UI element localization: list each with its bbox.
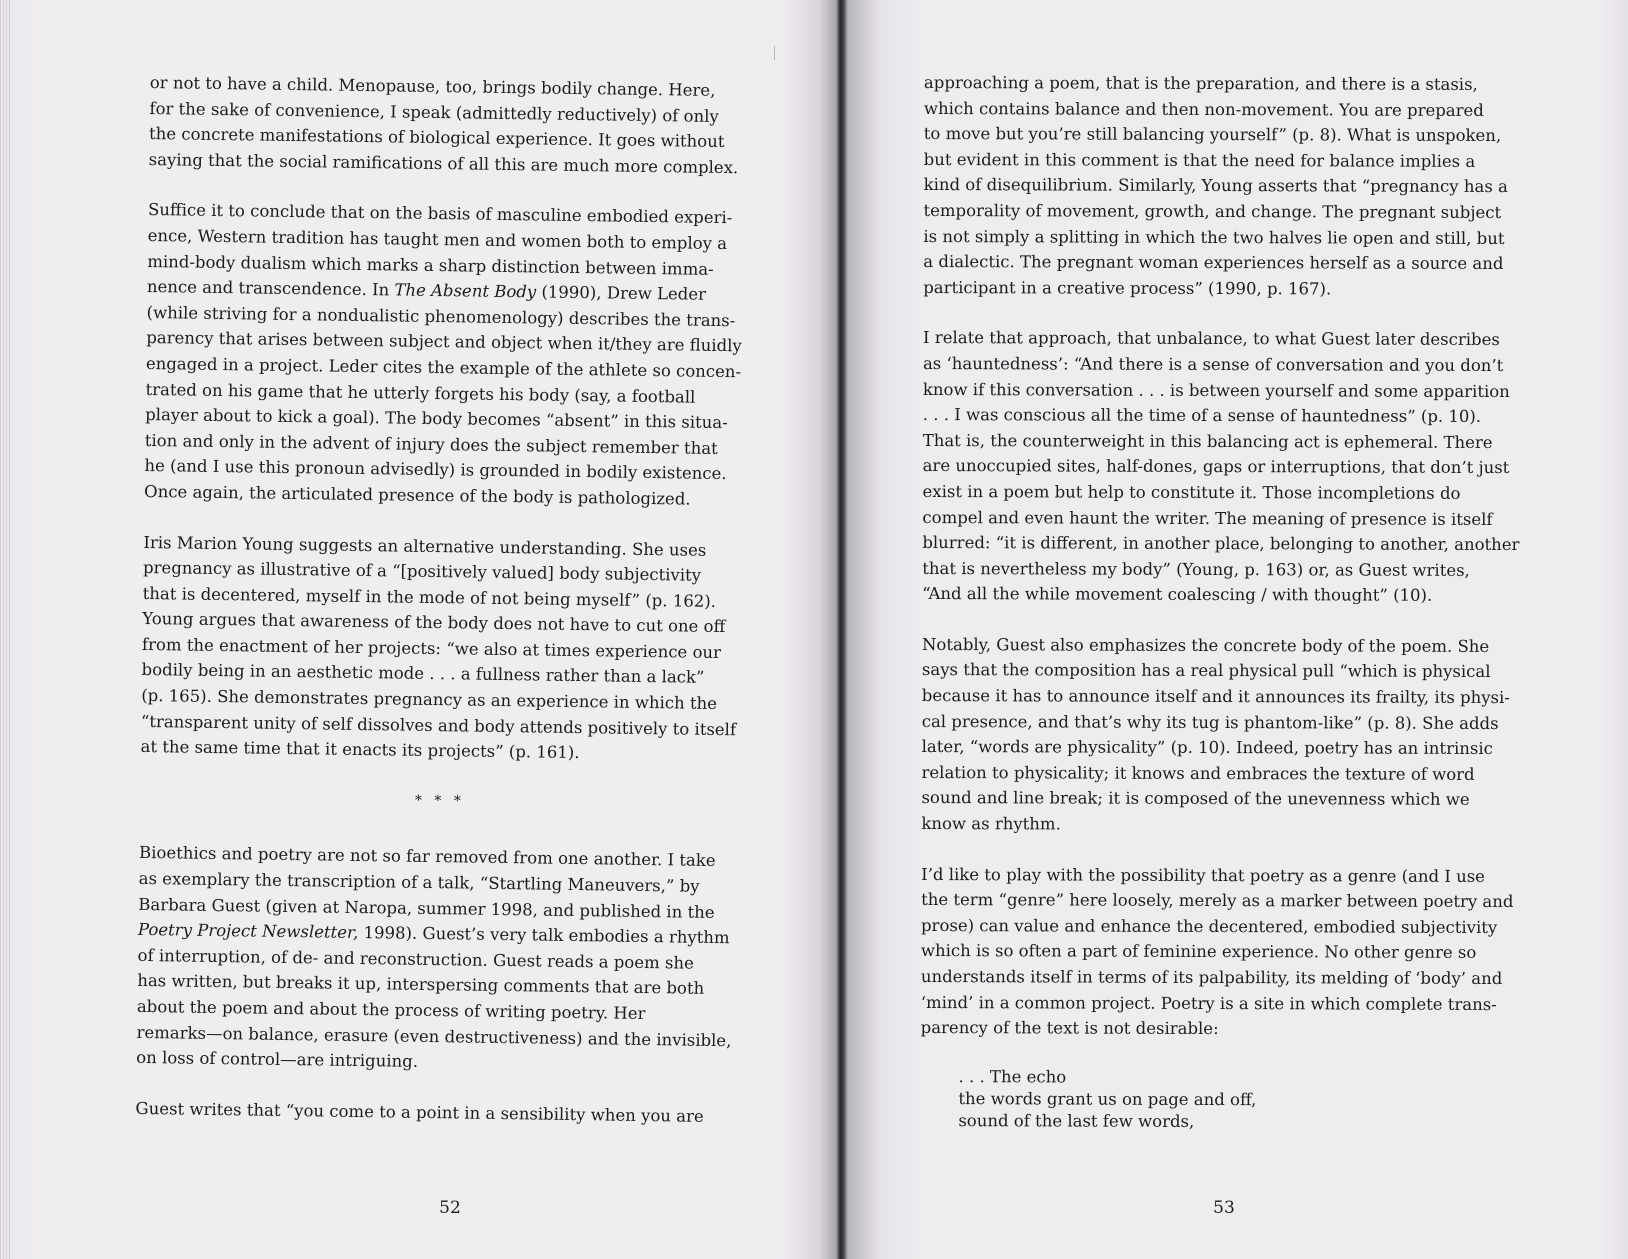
text-line: blurred: “it is different, in another place, belonging to another, another (922, 533, 1520, 555)
text-line: that is decentered, myself in the mode of not being myself” (p. 162). (142, 583, 717, 611)
text-line: know if this conversation . . . is between yourself and some apparition (922, 379, 1510, 401)
text-line: Iris Marion Young suggests an alternative understanding. She uses (143, 532, 707, 560)
page-edges (0, 0, 10, 1259)
text-line: kind of disequilibrium. Similarly, Young asserts that “pregnancy has a (923, 175, 1508, 197)
text-line: Once again, the articulated presence of the body is pathologized. (143, 481, 691, 509)
text-line: a dialectic. The pregnant woman experiences herself as a source and (923, 252, 1504, 274)
verse-line: . . . The echo (958, 1066, 1067, 1087)
text-line: temporality of movement, growth, and change. The pregnant subject (923, 200, 1502, 222)
text-line: to move but you’re still balancing yourself” (p. 8). What is unspoken, (923, 124, 1502, 146)
text-line: ‘mind’ in a common project. Poetry is a site in which complete trans- (920, 992, 1497, 1014)
text-line: participant in a creative process” (1990, p. 167). (923, 277, 1332, 299)
text-line: parency of the text is not desirable: (920, 1018, 1219, 1039)
verse-line: the words grant us on page and off, (958, 1088, 1257, 1109)
text-line: for the sake of convenience, I speak (admittedly reductively) of only (149, 98, 719, 126)
text-line: Guest writes that “you come to a point in a sensibility when you are (135, 1098, 704, 1126)
text-line: but evident in this comment is that the need for balance implies a (923, 149, 1476, 171)
text-line: saying that the social ramifications of all this are much more complex. (148, 149, 739, 178)
text-line: sound and line break; it is composed of the unevenness which we (921, 788, 1470, 810)
text-line: pregnancy as illustrative of a “[positively valued] body subjectivity (142, 558, 702, 585)
paragraph (921, 632, 1522, 839)
text-line: bodily being in an aesthetic mode . . . a fullness rather than a lack” (141, 660, 705, 688)
paragraph (136, 840, 739, 1079)
text-line: about the poem and about the process of writing poetry. Her (136, 996, 646, 1024)
text-line: approaching a poem, that is the preparation, and there is a stasis, (923, 72, 1478, 94)
text-line: parency that arises between subject and object when it/they are fluidly (146, 328, 742, 356)
text-line: the term “genre” here loosely, merely as a marker between poetry and (921, 890, 1514, 912)
text-line: that is nevertheless my body” (Young, p. 163) or, as Guest writes, (922, 558, 1470, 580)
right-page (920, 0, 1524, 1259)
text-line: “And all the while movement coalescing / with thought” (10). (922, 584, 1433, 606)
text-line: Barbara Guest (given at Naropa, summer 1998, and published in the (138, 894, 715, 922)
text-line: Suffice it to conclude that on the basis of masculine embodied experi- (147, 200, 733, 228)
text-line: Bioethics and poetry are not so far removed from one another. I take (138, 843, 716, 871)
left-page (135, 0, 750, 1259)
text-line: because it has to announce itself and it announces its frailty, its physi- (921, 686, 1510, 708)
text-run: nence and transcendence. In (146, 277, 395, 300)
page-number: 52 (439, 1198, 461, 1218)
text-line: Notably, Guest also emphasizes the concrete body of the poem. She (921, 634, 1490, 656)
text-line: says that the composition has a real physical pull “which is physical (921, 660, 1491, 682)
text-line: compel and even haunt the writer. The meaning of presence is itself (922, 507, 1493, 529)
paragraph (135, 1096, 735, 1130)
text-line: know as rhythm. (921, 814, 1061, 834)
text-line: at the same time that it enacts its projects” (p. 161). (140, 737, 580, 763)
text-line: relation to physicality; it knows and embraces the texture of word (921, 762, 1475, 784)
text-line: prose) can value and enhance the decentered, embodied subjectivity (920, 915, 1498, 937)
text-run: 1998). Guest’s very talk embodies a rhythm (358, 923, 730, 948)
paragraph (144, 197, 748, 512)
text-line: of interruption, of de- and reconstruction. Guest reads a poem she (137, 945, 694, 973)
text-line: as exemplary the transcription of a talk, “Startling Maneuvers,” by (138, 868, 700, 896)
section-separator: * * * (414, 792, 465, 810)
text-line: the concrete manifestations of biological experience. It goes without (148, 124, 725, 152)
right-page-text (920, 70, 1524, 1134)
text-line: ence, Western tradition has taught men and women both to employ a (147, 225, 728, 254)
text-line: from the enactment of her projects: “we also at times experience our (141, 634, 722, 662)
gutter-mark (774, 46, 775, 60)
text-line: which is so often a part of feminine experience. No other genre so (920, 941, 1477, 963)
text-line: later, “words are physicality” (p. 10). Indeed, poetry has an intrinsic (921, 737, 1493, 759)
paragraph (923, 70, 1524, 302)
text-line: mind-body dualism which marks a sharp distinction between imma- (147, 251, 714, 279)
text-line: as ‘hauntedness’: “And there is a sense of conversation and you don’t (922, 353, 1504, 375)
text-line: engaged in a project. Leder cites the example of the athlete so concen- (145, 353, 742, 382)
text-line: I’d like to play with the possibility that poetry as a genre (and I use (921, 864, 1486, 886)
verse-line: sound of the last few words, (958, 1110, 1195, 1131)
text-line: trated on his game that he utterly forgets his body (say, a football (145, 379, 696, 407)
text-line: are unoccupied sites, half-dones, gaps or interruptions, that don’t just (922, 456, 1510, 478)
book-title: The Absent Body (394, 280, 537, 302)
page-number: 53 (1213, 1198, 1235, 1218)
publication-title: Poetry Project Newsletter, (137, 920, 359, 943)
text-line: which contains balance and then non-movement. You are prepared (923, 98, 1484, 120)
text-line: That is, the counterweight in this balancing act is ephemeral. There (922, 430, 1493, 452)
text-line: he (and I use this pronoun advisedly) is grounded in bodily existence. (144, 456, 727, 484)
text-line: understands itself in terms of its palpability, its melding of ‘body’ and (920, 966, 1503, 989)
text-run: (1990), Drew Leder (536, 282, 707, 304)
text-line: or not to have a child. Menopause, too, brings bodily change. Here, (149, 72, 716, 100)
text-line: has written, but breaks it up, interspersing comments that are both (137, 971, 705, 999)
text-line: is not simply a splitting in which the two halves lie open and still, but (923, 226, 1505, 248)
text-line: cal presence, and that’s why its tug is phantom-like” (p. 8). She adds (921, 711, 1499, 733)
text-line: on loss of control—are intriguing. (136, 1048, 419, 1072)
text-line: . . . I was conscious all the time of a sense of hauntedness” (p. 10). (922, 405, 1482, 427)
text-line: (while striving for a nondualistic phenomenology) describes the trans- (146, 302, 736, 330)
text-line: tion and only in the advent of injury does the subject remember that (144, 430, 718, 458)
text-line: remarks—on balance, erasure (even destructiveness) and the invisible, (136, 1022, 732, 1050)
paragraph (149, 70, 750, 181)
text-line: player about to kick a goal). The body becomes “absent” in this situa- (145, 405, 728, 433)
text-line: “transparent unity of self dissolves and body attends positively to itself (140, 711, 737, 739)
text-line: I relate that approach, that unbalance, to what Guest later describes (923, 328, 1500, 350)
paragraph (921, 862, 1522, 1043)
verse-quotation (958, 1066, 1520, 1134)
text-line: Young argues that awareness of the body does not have to cut one off (142, 609, 726, 637)
paragraph (922, 325, 1523, 609)
text-line: (p. 165). She demonstrates pregnancy as an experience in which the (141, 686, 718, 714)
paragraph (140, 529, 743, 768)
left-page-text (135, 70, 750, 1155)
text-line: exist in a poem but help to constitute it. Those incompletions do (922, 481, 1461, 503)
